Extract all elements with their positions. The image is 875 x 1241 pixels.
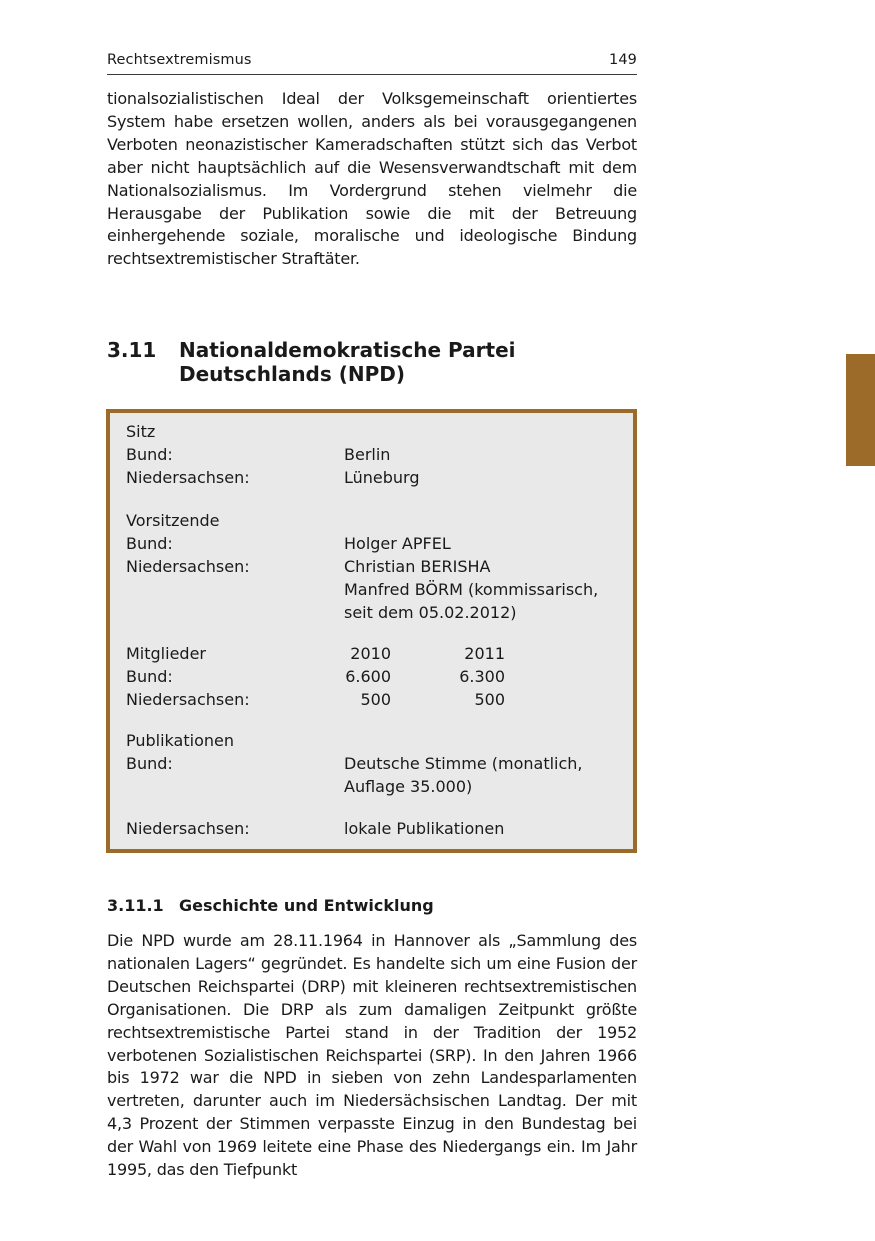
paragraph-history: Die NPD wurde am 28.11.1964 in Hannover als „Sammlung des nationalen Lagers“ gegründet. Es handelte sich um eine Fusion der Deutschen Reichspartei (DRP) mit kleineren rechtsextremistischen Organisationen. Die DRP als zum damaligen Zeitpunkt größte rechtsextremistische Partei stand in der Tradition der 1952 verbotenen Sozialistischen Reichspartei (SRP). In den Jahren 1966 bis 1972 war die NPD in sieben von zehn Landesparlamenten vertreten, darunter auch im Niedersächsischen Landtag. Der mit 4,3 Prozent der Stimmen verpasste Einzug in den Bundestag bei der Wahl von 1969 leitete eine Phase des Niedergangs ein. Im Jahr 1995, das den Tiefpunkt — [107, 931, 637, 1180]
vorsitzende-heading: Vorsitzende — [126, 511, 220, 530]
mitglieder-bund-2011: 6.300 — [459, 667, 505, 686]
publikationen-nds-value: lokale Publikationen — [344, 819, 505, 838]
publikationen-heading: Publikationen — [126, 731, 234, 750]
paragraph-intro: tionalsozialistischen Ideal der Volksgemeinschaft orientiertes System habe ersetzen wollen, anders als bei vorausgegangenen Verboten neonazistischer Kameradschaften stützt sich das Verbot aber nicht hauptsächlich auf die Wesensverwandtschaft mit dem Nationalsozialismus. Im Vordergrund stehen vielmehr die Herausgabe der Publikation sowie die mit der Betreuung einhergehende soziale, moralische und ideologische Bindung rechtsextremistischer Straftäter. — [107, 89, 637, 269]
sitz-bund-label: Bund: — [126, 445, 173, 464]
running-title: Rechtsextremismus — [107, 52, 252, 68]
mitglieder-bund-label: Bund: — [126, 667, 173, 686]
subsection-number: 3.11.1 — [107, 896, 164, 915]
subsection-title: Geschichte und Entwicklung — [179, 896, 434, 915]
publikationen-bund-value-1: Deutsche Stimme (monatlich, — [344, 754, 583, 773]
sitz-nds-label: Niedersachsen: — [126, 468, 250, 487]
vorsitzende-bund-label: Bund: — [126, 534, 173, 553]
section-title-line-1: Nationaldemokratische Partei — [179, 338, 516, 362]
mitglieder-year-2011: 2011 — [464, 644, 505, 663]
mitglieder-heading: Mitglieder — [126, 644, 206, 663]
sitz-heading: Sitz — [126, 422, 156, 441]
page-number: 149 — [609, 52, 637, 68]
party-info-box — [106, 409, 637, 853]
mitglieder-year-2010: 2010 — [350, 644, 391, 663]
sitz-bund-value: Berlin — [344, 445, 391, 464]
publikationen-bund-value-2: Auflage 35.000) — [344, 777, 473, 796]
publikationen-bund-label: Bund: — [126, 754, 173, 773]
mitglieder-bund-2010: 6.600 — [345, 667, 391, 686]
vorsitzende-bund-value: Holger APFEL — [344, 534, 451, 553]
vorsitzende-nds-label: Niedersachsen: — [126, 557, 250, 576]
sitz-nds-value: Lüneburg — [344, 468, 420, 487]
vorsitzende-nds-value-3: seit dem 05.02.2012) — [344, 603, 517, 622]
section-number: 3.11 — [107, 338, 157, 362]
running-header — [107, 52, 637, 75]
vorsitzende-nds-value-1: Christian BERISHA — [344, 557, 491, 576]
section-title — [179, 338, 619, 386]
chapter-thumb-tab — [846, 354, 875, 466]
section-title-line-2: Deutschlands (NPD) — [179, 362, 406, 386]
publikationen-nds-label: Niedersachsen: — [126, 819, 250, 838]
mitglieder-nds-label: Niedersachsen: — [126, 690, 250, 709]
mitglieder-nds-2010: 500 — [360, 690, 391, 709]
mitglieder-nds-2011: 500 — [474, 690, 505, 709]
vorsitzende-nds-value-2: Manfred BÖRM (kommissarisch, — [344, 580, 599, 599]
